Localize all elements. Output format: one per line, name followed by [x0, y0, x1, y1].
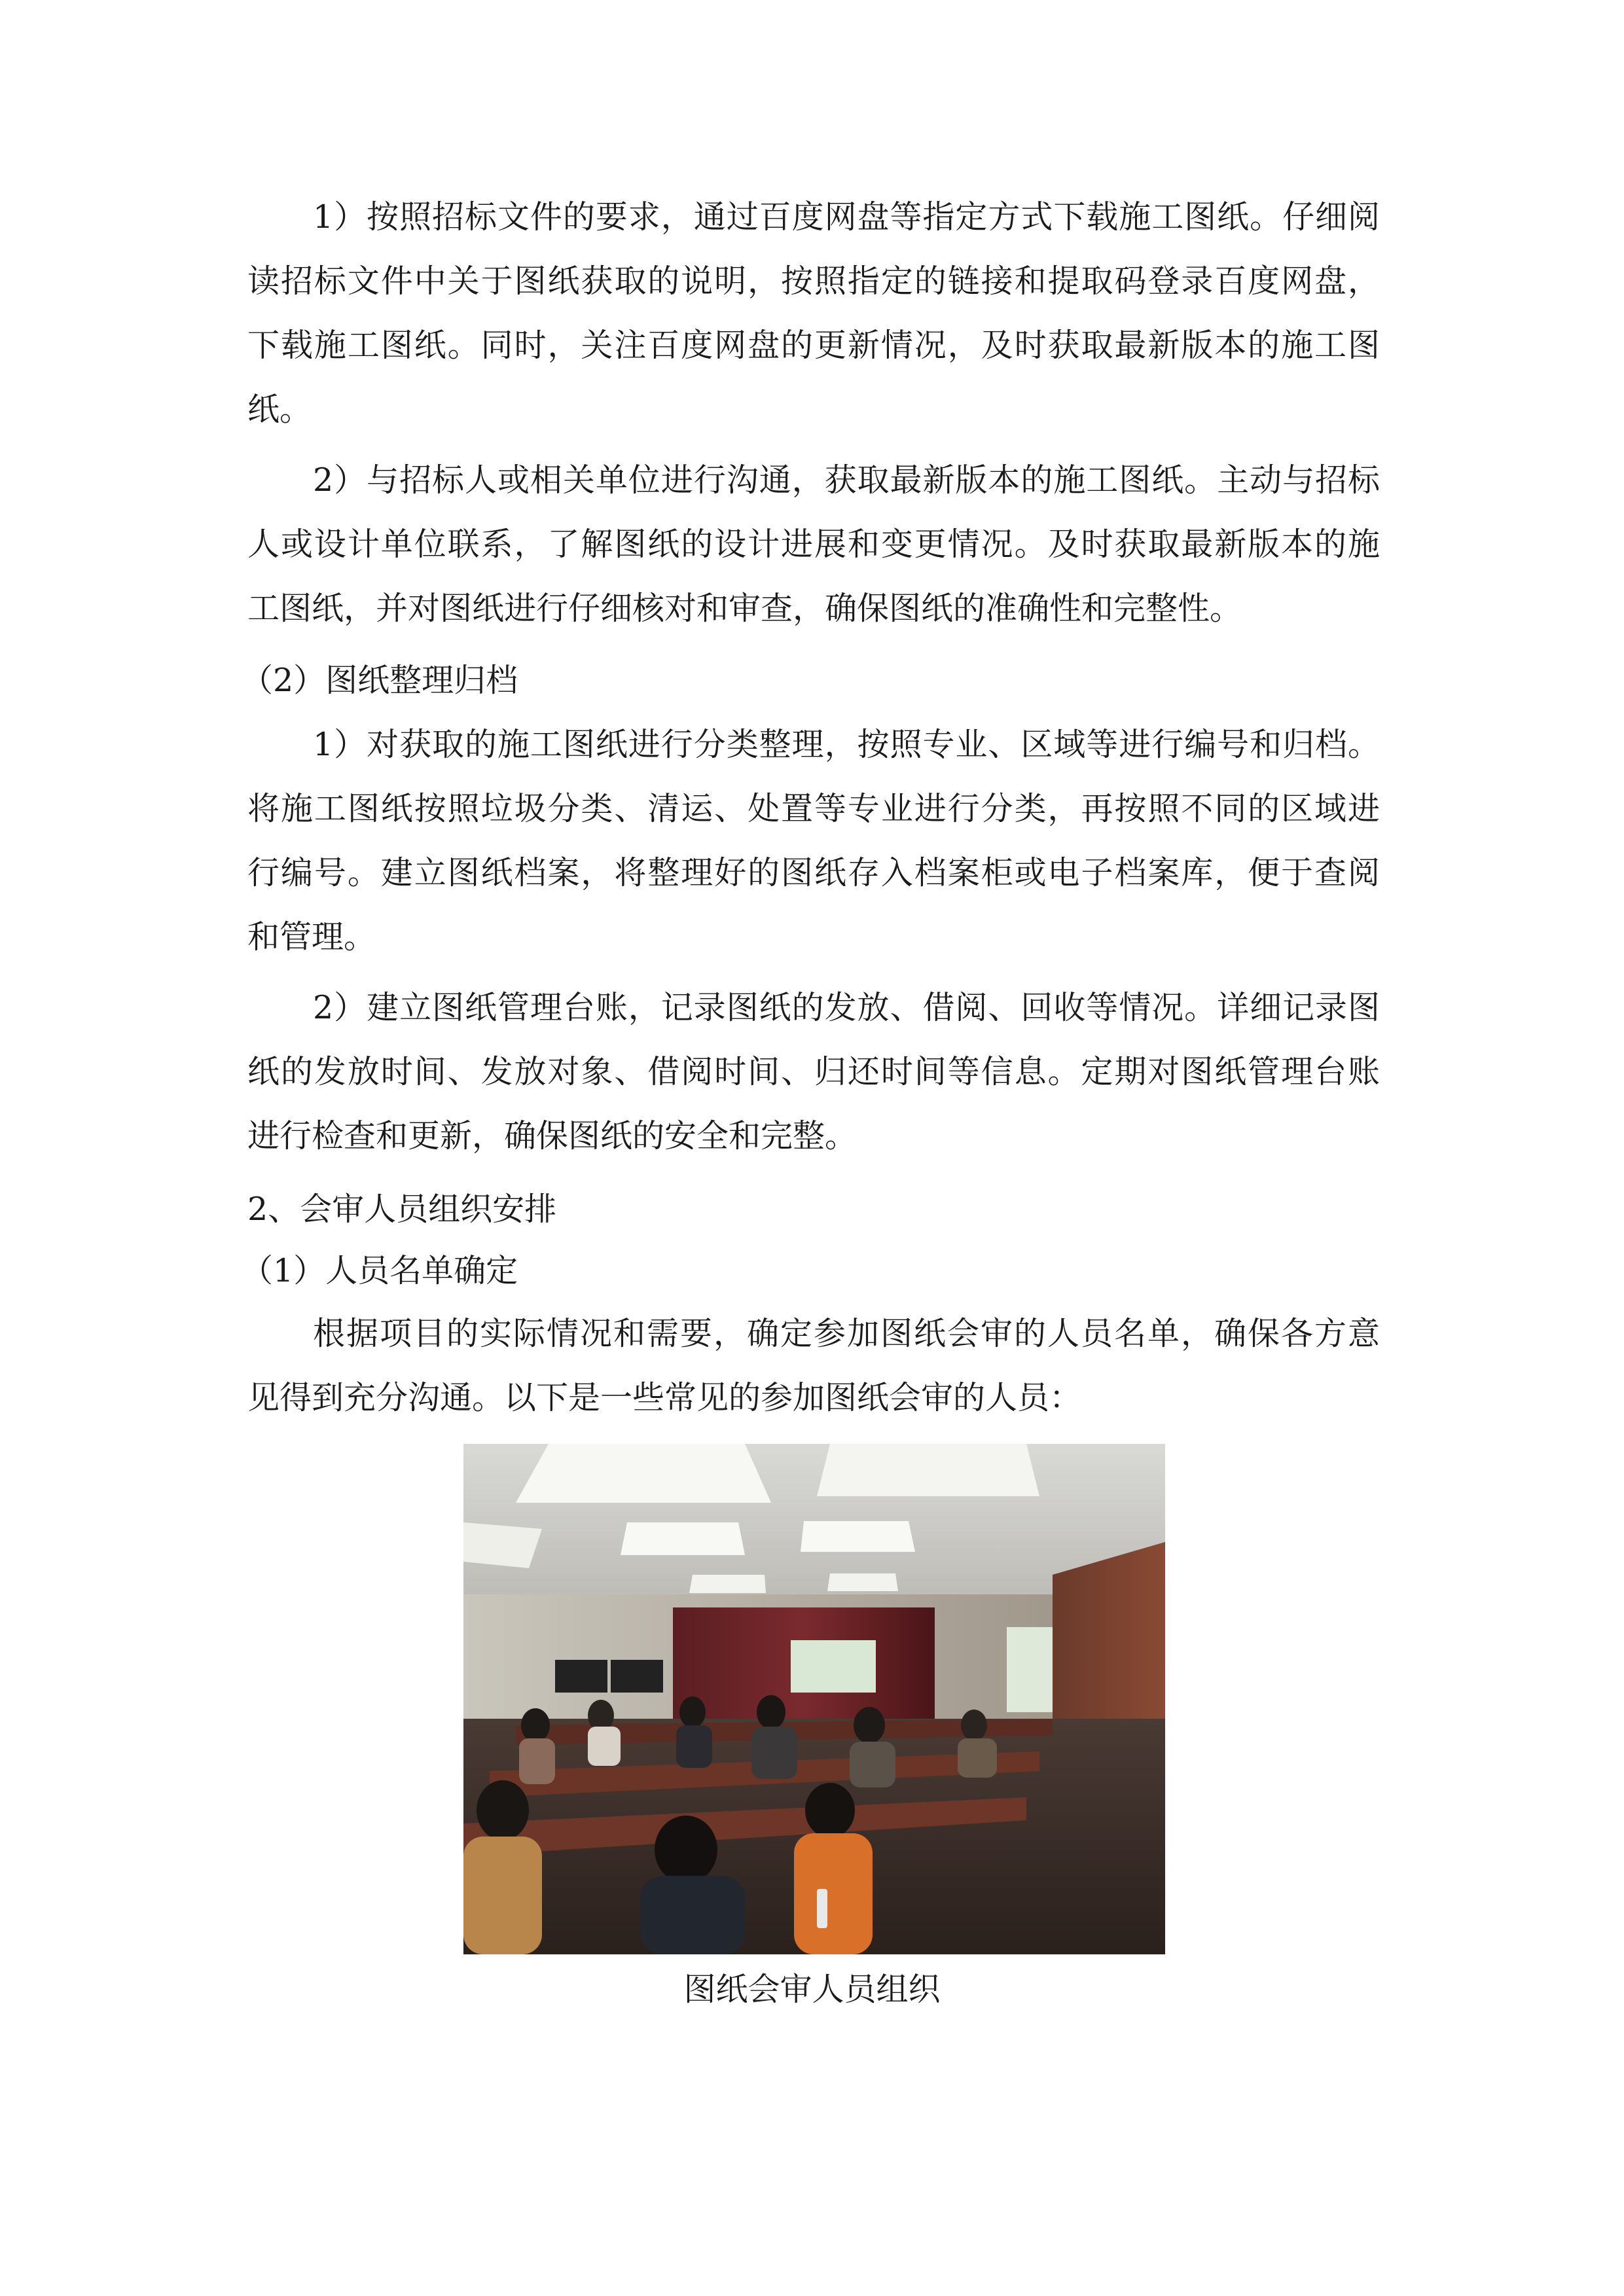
section-heading: （2）图纸整理归档 [241, 662, 518, 699]
text-line: 工图纸，并对图纸进行仔细核对和审查，确保图纸的准确性和完整性。 [247, 590, 1242, 627]
text-line: 和管理。 [247, 918, 376, 956]
text-line: 1）按照招标文件的要求，通过百度网盘等指定方式下载施工图纸。仔细阅 [313, 198, 1380, 236]
text-line: 2）与招标人或相关单位进行沟通，获取最新版本的施工图纸。主动与招标 [313, 461, 1380, 499]
text-line: 进行检查和更新，确保图纸的安全和完整。 [247, 1117, 857, 1155]
subsection-heading: （1）人员名单确定 [241, 1252, 518, 1289]
text-line: 见得到充分沟通。以下是一些常见的参加图纸会审的人员： [247, 1379, 1082, 1416]
meeting-photo [463, 1444, 1165, 1954]
text-line: 纸的发放时间、发放对象、借阅时间、归还时间等信息。定期对图纸管理台账 [247, 1053, 1380, 1090]
section-heading: 2、会审人员组织安排 [247, 1191, 557, 1228]
text-line: 根据项目的实际情况和需要，确定参加图纸会审的人员名单，确保各方意 [313, 1315, 1380, 1352]
text-line: 1）对获取的施工图纸进行分类整理，按照专业、区域等进行编号和归档。 [313, 726, 1380, 763]
text-line: 人或设计单位联系，了解图纸的设计进展和变更情况。及时获取最新版本的施 [247, 526, 1380, 563]
text-line: 下载施工图纸。同时，关注百度网盘的更新情况，及时获取最新版本的施工图 [247, 327, 1380, 364]
text-line: 2）建立图纸管理台账，记录图纸的发放、借阅、回收等情况。详细记录图 [313, 989, 1380, 1026]
text-line: 行编号。建立图纸档案，将整理好的图纸存入档案柜或电子档案库，便于查阅 [247, 854, 1380, 891]
text-line: 将施工图纸按照垃圾分类、清运、处置等专业进行分类，再按照不同的区域进 [247, 790, 1380, 827]
figure-caption: 图纸会审人员组织 [683, 1971, 941, 2008]
text-line: 纸。 [247, 391, 312, 428]
text-line: 读招标文件中关于图纸获取的说明，按照指定的链接和提取码登录百度网盘， [247, 262, 1380, 300]
